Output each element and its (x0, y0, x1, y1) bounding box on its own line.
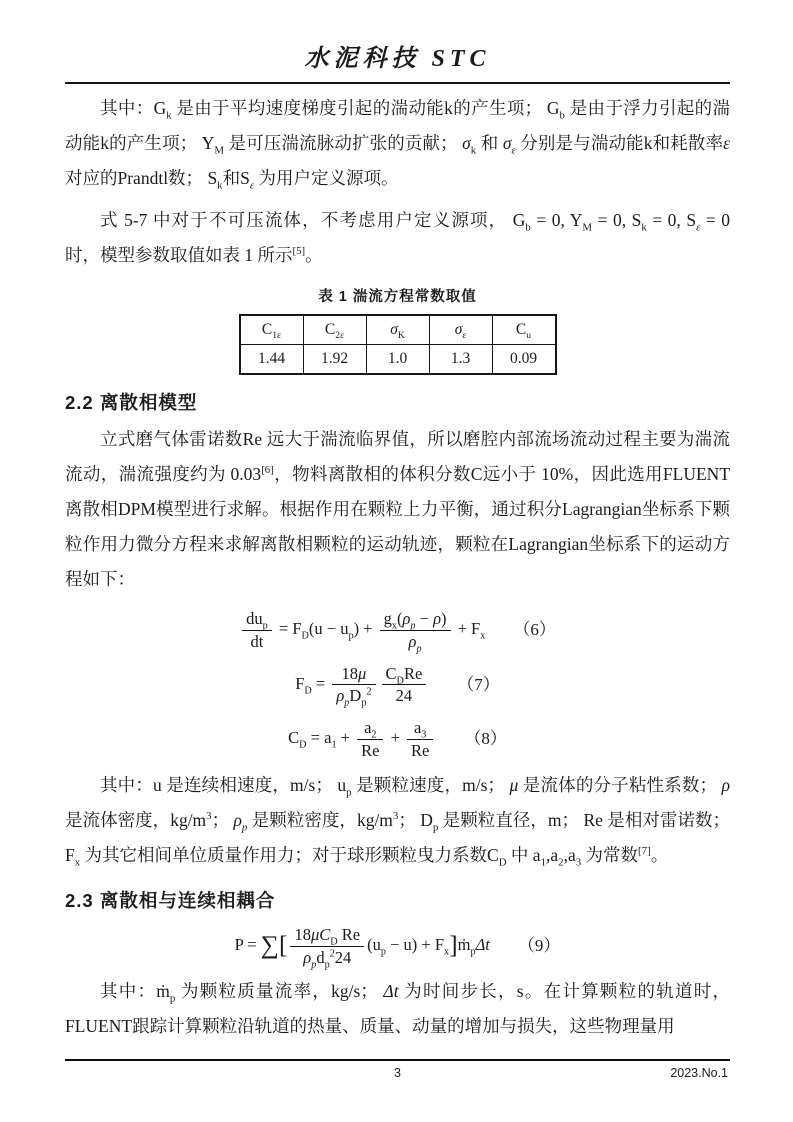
table-header-cell: $\sigma_\varepsilon$ (429, 315, 492, 345)
footer-row (65, 1066, 730, 1084)
section-2-2-heading: 2.2 离散相模型 (65, 392, 198, 413)
table-header-cell: $C_{2\varepsilon}$ (303, 315, 366, 345)
issue-label: 2023.No.1 (670, 1066, 728, 1080)
table-caption: 表 1 湍流方程常数取值 (318, 289, 477, 305)
equation-9-number: （9） (517, 935, 561, 955)
table-header-cell: $\sigma_K$ (366, 315, 429, 345)
equation-7 (65, 664, 730, 707)
section-2-3-heading: 2.3 离散相与连续相耦合 (65, 889, 276, 911)
turbulence-constants-table (239, 314, 557, 375)
equation-6-number: （6） (513, 620, 556, 640)
page-content (65, 0, 730, 1044)
equation-8-number: （8） (464, 729, 507, 749)
equation-9-body: P = ∑[ $\frac{18\mu C_D Re}{\rho_pd_p^224}$ $(u_p - u)$ + $F_x]ṁ_p\Delta t$ (234, 924, 490, 970)
table-value-row (240, 345, 556, 375)
equation-7-number: （7） (457, 674, 500, 694)
table-value-cell: 1.92 (303, 345, 366, 375)
paragraph-incompressible-note: 式 5-7 中对于不可压流体，不考虑用户定义源项， $G_b = 0$, $Y_M = 0$, $S_k = 0$, $S_\varepsilon = 0$ 时，模型参数取值如表 1 所示[5]。 (65, 210, 731, 265)
table-value-cell: 1.0 (366, 345, 429, 375)
equation-8 (65, 718, 730, 761)
table-header-row (240, 315, 556, 345)
table-value-cell: 0.09 (492, 345, 556, 375)
table-value-cell: 1.44 (240, 345, 304, 375)
equation-9 (65, 925, 730, 968)
table-header-cell: $C_{1\varepsilon}$ (240, 315, 304, 345)
header-rule (65, 82, 730, 84)
equation-6 (65, 609, 730, 655)
equation-8-body: $C_D = a_1$ + $\frac{a_2}{Re}$ + $\frac{a_3}{Re}$ (288, 718, 436, 761)
paragraph-turbulence-terms: 其中：$G_k$ 是由于平均速度梯度引起的湍动能k的产生项； $G_b$ 是由于浮力引起的湍动能k的产生项； $Y_M$ 是可压湍流脉动扩张的贡献； $\sigma_k$ 和 $\sigma_\varepsilon$ 分别是与湍动能k和耗散率ε 对应的Prandtl数； $S_k$和$S_\varepsilon$ 为用户定义源项。 (65, 98, 731, 192)
equation-6-body: $\frac{du_p}{dt}$ = $F_D(u - u_p)$ + $\frac{g_x(\rho_p - \rho)}{\rho_p}$ + $F_x$ (239, 609, 485, 652)
table-value-cell: 1.3 (429, 345, 492, 375)
page-footer (65, 1059, 730, 1084)
paragraph-dpm-model: 立式磨气体雷诺数Re 远大于湍流临界值，所以磨腔内部流场流动过程主要为湍流流动，湍流强度约为 0.03[6]，物料离散相的体积分数C远小于 10%，因此选用FLUENT离散相DPM模型进行求解。根据作用在颗粒上力平衡，通过积分Lagrangian坐标系下颗粒作用力微分方程来求解离散相颗粒的运动轨迹，颗粒在Lagrangian坐标系下的运动方程如下： (65, 429, 731, 589)
journal-title: 水泥科技 STC (304, 46, 491, 72)
paragraph-symbol-definitions: 其中：u 是连续相速度，m/s； $u_p$ 是颗粒速度，m/s； μ 是流体的分子粘性系数； ρ 是流体密度，$kg/m^3$； $\rho_p$ 是颗粒密度，$kg/m^3$； $D_p$ 是颗粒直径，m； Re 是相对雷诺数； $F_x$ 为其它相间单位质量作用力；对于球形颗粒曳力系数$C_D$ 中 $a_1,a_2,a_3$ 为常数[7]。 (65, 774, 730, 869)
equation-7-body: $F_D$ = $\frac{18\mu}{\rho_pD_p^2}$ $\frac{C_DRe}{24}$ (295, 664, 429, 707)
paragraph-coupling-note: 其中：ṁ$_p$ 为颗粒质量流率，kg/s； Δt 为时间步长，s。在计算颗粒的轨道时，FLUENT跟踪计算颗粒沿轨道的热量、质量、动量的增加与损失，这些物理量用 (65, 981, 731, 1037)
table-header-cell: $C_u$ (492, 315, 556, 345)
footer-rule (65, 1059, 730, 1061)
page-number: 3 (394, 1066, 401, 1080)
